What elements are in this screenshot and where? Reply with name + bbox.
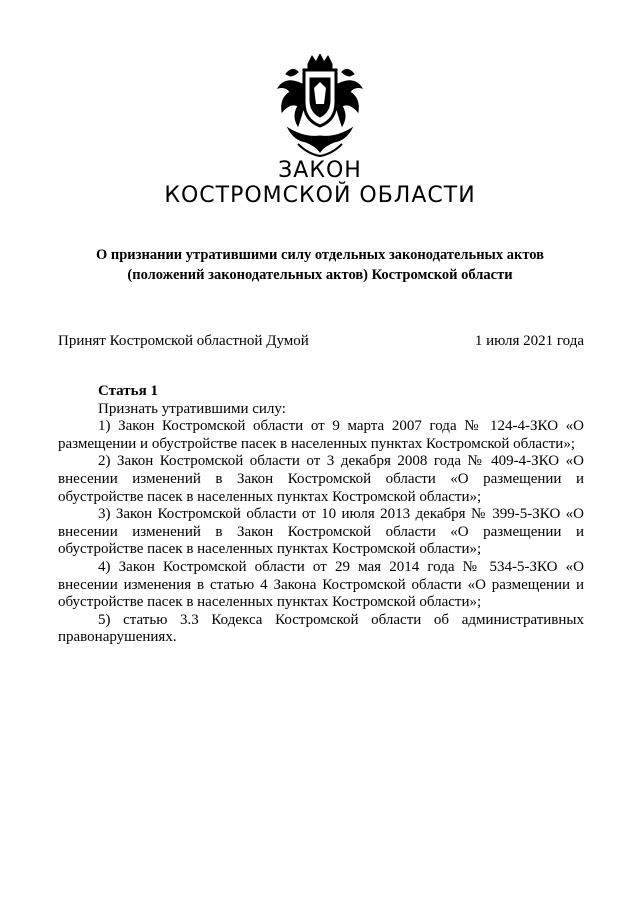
list-item: 2) Закон Костромской области от 3 декабря 2008 года № 409-4-ЗКО «О внесении изменений в Закон Костромской области «О размещении и обустройстве пасек в населенных пунктах Костромской области»; bbox=[58, 453, 584, 505]
law-subject-line: (положений законодательных актов) Костромской области bbox=[127, 267, 513, 283]
law-title: ЗАКОН bbox=[278, 158, 362, 183]
adopting-body: Принят Костромской областной Думой bbox=[58, 333, 309, 349]
list-item: 4) Закон Костромской области от 29 мая 2014 года № 534-5-ЗКО «О внесении изменения в статью 4 Закона Костромской области «О размещении и обустройстве пасек в населенных пунктах Костромской области»; bbox=[58, 558, 584, 611]
adoption-date: 1 июля 2021 года bbox=[474, 333, 584, 349]
article-intro: Признать утратившими силу: bbox=[98, 400, 286, 417]
article-heading: Статья 1 bbox=[98, 383, 158, 399]
article-body bbox=[58, 383, 584, 647]
law-subject-line: О признании утратившими силу отдельных законодательных актов bbox=[95, 247, 544, 263]
law-subject bbox=[60, 245, 580, 285]
region-title: КОСТРОМСКОЙ ОБЛАСТИ bbox=[164, 183, 476, 208]
list-item: 5) статью 3.3 Кодекса Костромской области об административных правонарушениях. bbox=[58, 611, 584, 646]
adoption-line bbox=[58, 331, 584, 351]
coat-of-arms-icon bbox=[268, 54, 372, 158]
list-item: 3) Закон Костромской области от 10 июля 2013 декабря № 399-5-ЗКО «О внесении изменений в Закон Костромской области «О размещении и обустройстве пасек в населенных пунктах Костромской области»; bbox=[58, 506, 584, 558]
list-item: 1) Закон Костромской области от 9 марта 2007 года № 124-4-ЗКО «О размещении и обустройстве пасек в населенных пунктах Костромской области»; bbox=[58, 418, 584, 452]
